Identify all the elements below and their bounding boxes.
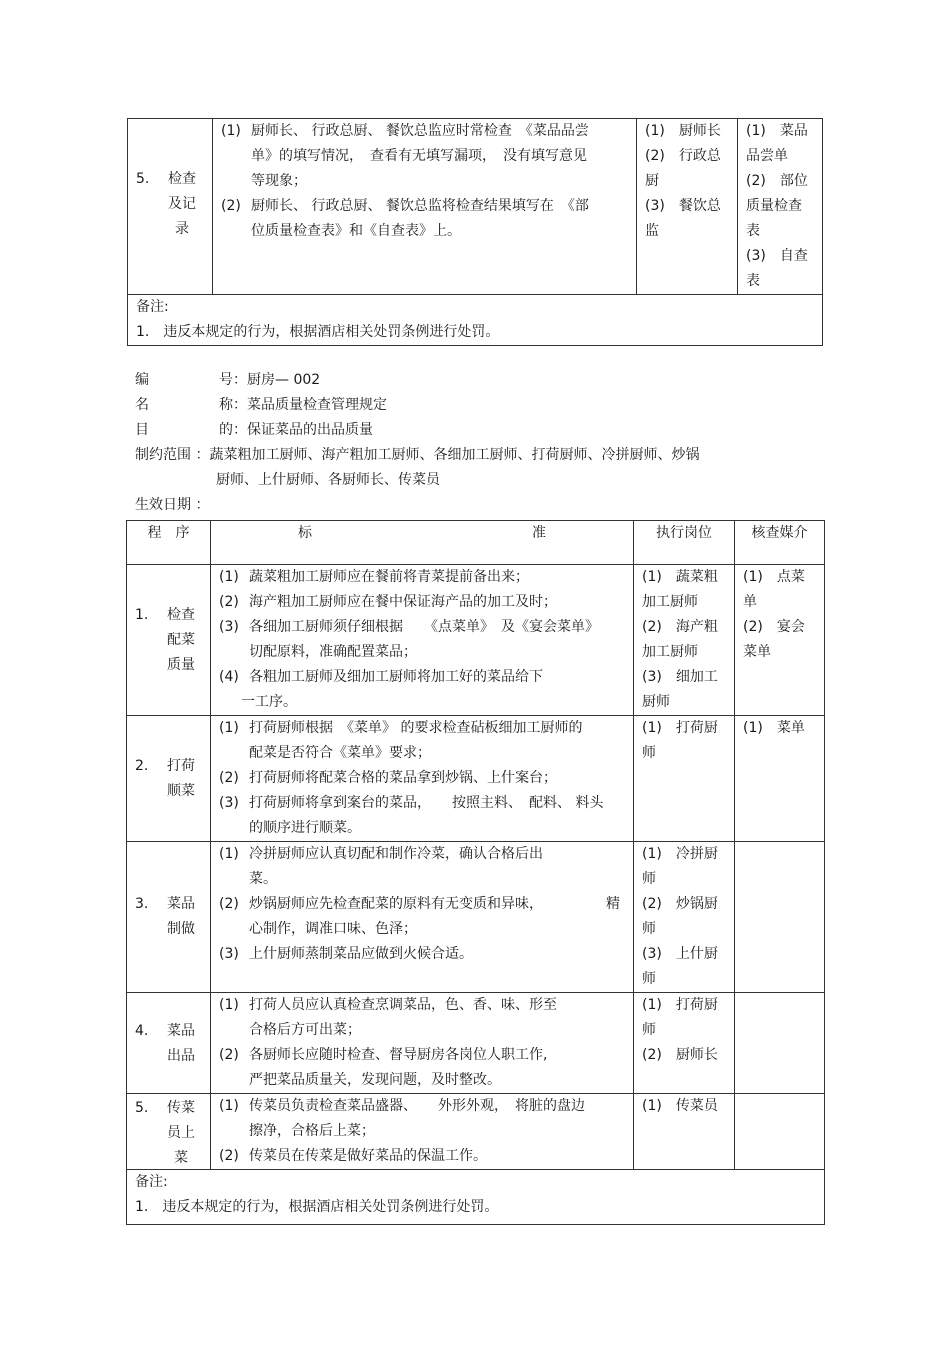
procedure-number: 4. [135, 1023, 149, 1039]
exec-item: (2) 炒锅厨 [642, 896, 718, 912]
exec-cell: (1) 打荷厨 师 [634, 716, 735, 842]
header-exec: 执行岗位 [634, 521, 735, 565]
header-media: 核查媒介 [735, 521, 825, 565]
standard-item: (2) 炒锅厨师应先检查配菜的原料有无变质和异味， 精 心制作，调准口味、色泽； [219, 896, 620, 937]
exec-item: (1) 蔬菜粗 [642, 569, 718, 585]
media-cell [735, 993, 825, 1094]
media-cell [735, 716, 825, 842]
table-row [127, 716, 825, 842]
standard-item: (1) 传菜员负责检查菜品盛器、 外形外观， 将脏的盘边 擦净，合格后上菜； [219, 1098, 585, 1139]
doc-scope-label: 制约范围 ： [135, 447, 210, 463]
remarks-text: 1. 违反本规定的行为，根据酒店相关处罚条例进行处罚。 [136, 324, 500, 340]
media-item: (3) 自查 [746, 248, 808, 264]
header-standard: 标 准 [211, 521, 634, 565]
header-procedure: 程 序 [127, 521, 211, 565]
exec-cell: (1) 打荷厨 师 (2) 厨师长 [634, 993, 735, 1094]
procedure-title: 传菜 员上 菜 [167, 1100, 195, 1166]
standard-item: (1) 厨师长、 行政总厨、 餐饮总监应时常检查 《菜品品尝 单》的填写情况， 查看有无填写漏项， 没有填写意见 等现象； [221, 123, 589, 189]
procedure-title: 打荷 顺菜 [167, 758, 195, 799]
exec-item: (1) 打荷厨 [642, 720, 718, 736]
standard-cell [213, 119, 637, 295]
standard-item: (3) 各细加工厨师须仔细根据 《点菜单》 及《宴会菜单》 切配原料，准确配置菜品； [219, 619, 599, 660]
doc-name [135, 393, 387, 418]
standard-item: (1) 冷拼厨师应认真切配和制作冷菜，确认合格后出 菜。 [219, 846, 543, 887]
table-header-row [127, 521, 825, 565]
exec-item: (1) 厨师长 [645, 123, 721, 139]
media-item: (1) 菜品 [746, 123, 808, 139]
standard-cell [211, 842, 634, 993]
exec-item: (2) 海产粗 [642, 619, 718, 635]
standard-item: (1) 打荷厨师根据 《菜单》 的要求检查砧板细加工厨师的 配菜是否符合《菜单》要求； [219, 720, 583, 761]
exec-cell: (1) 冷拼厨 师 (2) 炒锅厨 师 (3) 上什厨 师 [634, 842, 735, 993]
exec-item: (3) 上什厨 [642, 946, 718, 962]
doc-scope-line2: 厨师、上什厨师、各厨师长、传菜员 [216, 472, 440, 488]
procedure-cell [127, 842, 211, 993]
media-item: (1) 菜单 [743, 720, 805, 736]
doc-name-label: 名 称： [135, 397, 247, 413]
standard-item: (3) 打荷厨师将拿到案台的菜品， 按照主料、 配料、 料头 的顺序进行顺菜。 [219, 795, 604, 836]
exec-cell: (1) 厨师长 (2) 行政总 厨 (3) 餐饮总 监 [637, 119, 738, 295]
media-cell [735, 1094, 825, 1170]
procedure-title: 菜品 出品 [167, 1023, 195, 1064]
doc-number-value: 厨房— 002 [247, 372, 321, 388]
exec-item: (1) 冷拼厨 [642, 846, 718, 862]
remarks-text: 1. 违反本规定的行为，根据酒店相关处罚条例进行处罚。 [135, 1199, 499, 1215]
table-row [127, 993, 825, 1094]
procedure-title: 检查 及记 录 [168, 171, 196, 237]
standard-item: (3) 上什厨师蒸制菜品应做到火候合适。 [219, 946, 473, 962]
doc-name-value: 菜品质量检查管理规定 [247, 397, 387, 413]
exec-item: (2) 厨师长 [642, 1047, 718, 1063]
procedure-cell [127, 716, 211, 842]
remarks-row [127, 1170, 825, 1225]
doc-purpose [135, 418, 373, 443]
procedure-number: 3. [135, 896, 149, 912]
procedure-number: 5. [136, 171, 150, 187]
procedure-cell [127, 993, 211, 1094]
standard-cell [211, 716, 634, 842]
exec-item: (1) 打荷厨 [642, 997, 718, 1013]
table-row [127, 565, 825, 716]
exec-item: (2) 行政总 [645, 148, 721, 164]
standard-item: (2) 海产粗加工厨师应在餐中保证海产品的加工及时； [219, 594, 557, 610]
standard-item: (2) 各厨师长应随时检查、督导厨房各岗位人职工作, 严把菜品质量关，发现问题，及时整改。 [219, 1047, 548, 1088]
table-row [128, 119, 823, 295]
doc-scope-line1: 蔬菜粗加工厨师、海产粗加工厨师、各细加工厨师、打荷厨师、冷拼厨师、炒锅 [209, 447, 700, 463]
standard-item: (1) 打荷人员应认真检查烹调菜品，色、香、味、形至 合格后方可出菜； [219, 997, 557, 1038]
media-item: (1) 点菜 [743, 569, 805, 585]
media-cell [735, 842, 825, 993]
exec-item: (3) 细加工 [642, 669, 718, 685]
media-cell: (1) 菜品 品尝单 (2) 部位 质量检查 表 (3) 自查 表 [738, 119, 823, 295]
exec-item: (1) 传菜员 [642, 1098, 718, 1114]
standard-item: (1) 蔬菜粗加工厨师应在餐前将青菜提前备出来； [219, 569, 529, 585]
remarks-label: 备注: [135, 1174, 168, 1190]
doc-effective-date: 生效日期 ： [135, 497, 210, 513]
exec-cell: (1) 蔬菜粗 加工厨师 (2) 海产粗 加工厨师 (3) 细加工 厨师 [634, 565, 735, 716]
table-row [127, 1094, 825, 1170]
exec-item: (3) 餐饮总 [645, 198, 721, 214]
procedure-title: 检查 配菜 质量 [167, 607, 195, 673]
media-item: (2) 宴会 [743, 619, 805, 635]
standard-item: (2) 打荷厨师将配菜合格的菜品拿到炒锅、上什案台； [219, 770, 557, 786]
media-item: (2) 部位 [746, 173, 808, 189]
procedure-title: 菜品 制做 [167, 896, 195, 937]
procedure-number: 2. [135, 758, 149, 774]
table-continued [127, 118, 823, 346]
standard-item: (2) 厨师长、 行政总厨、 餐饮总监将检查结果填写在 《部 位质量检查表》和《自查表》上。 [221, 198, 589, 239]
standard-cell [211, 1094, 634, 1170]
procedure-cell [127, 1094, 211, 1170]
procedure-cell [127, 565, 211, 716]
remarks-row [128, 295, 823, 346]
standard-item: (4) 各粗加工厨师及细加工厨师将加工好的菜品给下 一工序。 [219, 669, 543, 710]
exec-cell [634, 1094, 735, 1170]
procedure-number: 5. [135, 1100, 149, 1116]
standard-item: (2) 传菜员在传菜是做好菜品的保温工作。 [219, 1148, 487, 1164]
remarks-label: 备注: [136, 299, 169, 315]
procedure-cell [128, 119, 213, 295]
doc-number [135, 368, 320, 393]
table-row [127, 842, 825, 993]
quality-check-table [126, 520, 825, 1225]
doc-purpose-value: 保证菜品的出品质量 [247, 422, 373, 438]
doc-scope [135, 443, 699, 468]
standard-cell [211, 993, 634, 1094]
doc-number-label: 编 号： [135, 372, 247, 388]
doc-purpose-label: 目 的： [135, 422, 247, 438]
standard-cell [211, 565, 634, 716]
procedure-number: 1. [135, 607, 149, 623]
media-cell: (1) 点菜 单 (2) 宴会 菜单 [735, 565, 825, 716]
